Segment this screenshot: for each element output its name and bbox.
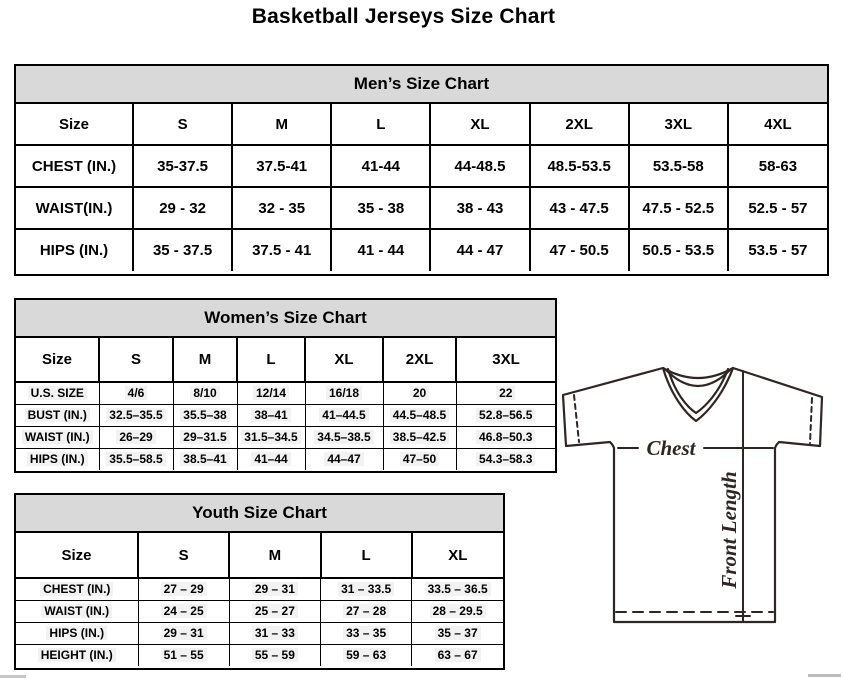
measurement-value-cell-text: 22	[496, 386, 515, 400]
size-column-header	[99, 338, 173, 382]
size-column-header	[430, 104, 529, 145]
measurement-value-cell	[321, 578, 412, 600]
size-column-header	[321, 533, 412, 578]
size-column-header	[232, 104, 331, 145]
womens-size-table-header	[16, 300, 555, 338]
measurement-value-cell	[229, 622, 320, 644]
measurement-value-cell-text: 28 – 29.5	[430, 604, 486, 618]
measurement-value-cell-text: 50.5 - 53.5	[642, 242, 715, 259]
size-column-header-text: S	[178, 546, 189, 564]
measurement-value-cell	[383, 448, 456, 470]
measurement-value-cell-text: 29 – 31	[252, 582, 298, 596]
measurement-row	[16, 229, 827, 271]
measurement-row-label-text: U.S. SIZE	[28, 386, 87, 400]
measurement-row-label-text: WAIST (IN.)	[41, 604, 112, 618]
jersey-diagram	[553, 355, 843, 647]
measurement-row	[16, 404, 555, 426]
size-label-cell	[16, 104, 133, 145]
measurement-value-cell	[430, 145, 529, 187]
size-column-header-text: M	[275, 115, 288, 133]
measurement-value-cell-text: 29–31.5	[180, 430, 229, 444]
measurement-value-cell	[321, 644, 412, 666]
size-column-header-text: L	[361, 546, 371, 564]
front-length-measure-label: Front Length	[717, 471, 741, 589]
measurement-row	[16, 187, 827, 229]
measurement-value-cell-text: 48.5-53.5	[547, 157, 611, 175]
measurement-row	[16, 578, 503, 600]
size-column-header	[728, 104, 827, 145]
measurement-row	[16, 644, 503, 666]
measurement-value-cell	[133, 145, 232, 187]
measurement-value-cell	[305, 382, 383, 404]
measurement-value-cell	[321, 622, 412, 644]
measurement-value-cell-text: 37.5 - 41	[252, 242, 312, 259]
measurement-row-label-text: CHEST (IN.)	[31, 157, 117, 175]
measurement-row-label	[16, 145, 133, 187]
measurement-value-cell	[629, 187, 728, 229]
size-column-header-text: 3XL	[664, 115, 693, 133]
measurement-value-cell	[133, 187, 232, 229]
measurement-value-cell	[133, 229, 232, 271]
measurement-value-cell-text: 16/18	[326, 386, 362, 400]
measurement-row-label	[16, 448, 99, 470]
measurement-value-cell	[456, 404, 555, 426]
measurement-value-cell-text: 35-37.5	[157, 157, 208, 175]
measurement-value-cell	[173, 426, 237, 448]
youth-size-table-header	[16, 495, 503, 533]
size-column-header-text: S	[130, 351, 141, 368]
measurement-value-cell	[530, 145, 629, 187]
measurement-row-label	[16, 600, 138, 622]
measurement-row-label	[16, 622, 138, 644]
measurement-value-cell-text: 34.5–38.5	[314, 430, 373, 444]
measurement-value-cell-text: 51 – 55	[161, 648, 207, 662]
measurement-value-cell	[629, 145, 728, 187]
measurement-value-cell	[331, 187, 430, 229]
measurement-value-cell-text: 8/10	[190, 386, 219, 400]
measurement-row-label	[16, 382, 99, 404]
measurement-value-cell-text: 29 – 31	[161, 626, 207, 640]
size-column-header-text: M	[268, 546, 282, 564]
measurement-value-cell-text: 38 - 43	[456, 199, 504, 217]
measurement-value-cell	[99, 426, 173, 448]
youth-size-table	[14, 493, 505, 670]
size-column-header	[173, 338, 237, 382]
measurement-row-label-text: HIPS (IN.)	[39, 242, 109, 259]
size-column-header	[305, 338, 383, 382]
size-column-header-text: XL	[448, 546, 468, 564]
measurement-value-cell-text: 58-63	[758, 157, 798, 175]
measurement-row-label	[16, 187, 133, 229]
measurement-value-cell-text: 35 - 38	[357, 199, 405, 217]
size-label-cell-text: Size	[58, 115, 89, 133]
measurement-row	[16, 382, 555, 404]
measurement-value-cell	[530, 229, 629, 271]
measurement-value-cell	[173, 382, 237, 404]
measurement-row-label	[16, 229, 133, 271]
measurement-value-cell	[430, 229, 529, 271]
measurement-value-cell	[138, 600, 229, 622]
measurement-value-cell	[456, 448, 555, 470]
horizontal-scrollbar-fragment-right[interactable]	[808, 674, 841, 677]
youth-size-table-title: Youth Size Chart	[192, 503, 327, 522]
measurement-value-cell-text: 35 - 37.5	[152, 242, 213, 259]
jersey-outline	[563, 368, 822, 622]
measurement-value-cell-text: 44-48.5	[454, 157, 506, 175]
size-column-header-text: 2XL	[405, 351, 434, 368]
measurement-value-cell	[331, 145, 430, 187]
page-title: Basketball Jerseys Size Chart	[251, 5, 556, 28]
right-sleeve-cuff-dashes	[810, 398, 812, 443]
measurement-value-cell-text: 20	[410, 386, 429, 400]
measurement-value-cell	[237, 404, 305, 426]
measurement-value-cell-text: 27 – 28	[343, 604, 389, 618]
size-header-row	[16, 533, 503, 578]
measurement-value-cell	[412, 622, 503, 644]
measurement-value-cell	[229, 600, 320, 622]
size-header-row	[16, 338, 555, 382]
measurement-value-cell-text: 4/6	[125, 386, 148, 400]
measurement-value-cell-text: 44 - 47	[456, 242, 504, 259]
measurement-value-cell-text: 52.5 - 57	[748, 199, 808, 217]
measurement-value-cell	[99, 448, 173, 470]
measurement-value-cell	[383, 426, 456, 448]
mens-size-grid	[16, 104, 827, 271]
measurement-value-cell-text: 52.8–56.5	[476, 408, 535, 422]
measurement-value-cell-text: 32 - 35	[258, 199, 306, 217]
measurement-value-cell	[99, 404, 173, 426]
measurement-row	[16, 622, 503, 644]
mens-size-table-title: Men’s Size Chart	[353, 74, 490, 93]
size-column-header	[412, 533, 503, 578]
measurement-value-cell	[728, 145, 827, 187]
womens-size-table-title: Women’s Size Chart	[204, 308, 367, 327]
measurement-value-cell	[99, 382, 173, 404]
measurement-row	[16, 600, 503, 622]
size-column-header	[237, 338, 305, 382]
measurement-value-cell	[629, 229, 728, 271]
measurement-value-cell-text: 38.5–42.5	[390, 430, 449, 444]
size-column-header-text: M	[198, 351, 212, 368]
measurement-value-cell-text: 63 – 67	[435, 648, 481, 662]
size-column-header-text: 4XL	[764, 115, 792, 133]
measurement-value-cell	[138, 622, 229, 644]
size-column-header	[138, 533, 229, 578]
measurement-value-cell	[305, 426, 383, 448]
measurement-value-cell	[383, 404, 456, 426]
size-column-header-text: S	[177, 115, 188, 133]
measurement-value-cell	[412, 644, 503, 666]
measurement-value-cell	[530, 187, 629, 229]
measurement-value-cell	[237, 448, 305, 470]
measurement-value-cell-text: 33.5 – 36.5	[425, 582, 491, 596]
measurement-row	[16, 448, 555, 470]
measurement-value-cell	[728, 229, 827, 271]
size-column-header-text: 2XL	[565, 115, 593, 133]
size-label-cell-text: Size	[61, 546, 92, 564]
measurement-value-cell-text: 24 – 25	[161, 604, 207, 618]
measurement-value-cell	[305, 448, 383, 470]
size-label-cell-text: Size	[41, 351, 72, 368]
size-column-header	[629, 104, 728, 145]
size-column-header-text: 3XL	[492, 351, 520, 368]
mens-size-table-header	[16, 66, 827, 104]
measurement-row-label-text: WAIST (IN.)	[22, 430, 93, 444]
measurement-value-cell-text: 12/14	[253, 386, 289, 400]
measurement-value-cell	[173, 448, 237, 470]
measurement-value-cell-text: 33 – 35	[343, 626, 389, 640]
left-sleeve-cuff-dashes	[574, 395, 579, 442]
size-header-row	[16, 104, 827, 145]
measurement-value-cell	[456, 426, 555, 448]
measurement-value-cell	[412, 600, 503, 622]
size-column-header-text: XL	[334, 351, 354, 368]
measurement-value-cell-text: 37.5-41	[256, 157, 308, 175]
measurement-value-cell-text: 47.5 - 52.5	[642, 199, 715, 217]
measurement-value-cell-text: 46.8–50.3	[476, 430, 535, 444]
measurement-value-cell	[229, 578, 320, 600]
measurement-value-cell	[331, 229, 430, 271]
size-label-cell	[16, 338, 99, 382]
measurement-value-cell	[383, 382, 456, 404]
measurement-value-cell-text: 38.5–41	[180, 452, 229, 466]
measurement-value-cell-text: 53.5 - 57	[748, 242, 808, 259]
measurement-value-cell-text: 26–29	[116, 430, 155, 444]
measurement-value-cell-text: 41-44	[361, 157, 401, 175]
measurement-value-cell	[138, 644, 229, 666]
measurement-value-cell-text: 41–44.5	[319, 408, 368, 422]
womens-size-grid	[16, 338, 555, 470]
measurement-value-cell-text: 41 - 44	[357, 242, 405, 259]
measurement-value-cell-text: 59 – 63	[343, 648, 389, 662]
measurement-row-label-text: CHEST (IN.)	[40, 582, 113, 596]
jersey-illustration	[553, 355, 843, 647]
measurement-value-cell-text: 31 – 33	[252, 626, 298, 640]
size-column-header	[383, 338, 456, 382]
womens-size-table	[14, 298, 557, 473]
measurement-value-cell	[305, 404, 383, 426]
youth-size-grid	[16, 533, 503, 666]
measurement-row	[16, 145, 827, 187]
mens-size-table	[14, 64, 829, 276]
size-column-header-text: L	[266, 351, 276, 368]
measurement-value-cell-text: 47–50	[400, 452, 439, 466]
measurement-value-cell	[728, 187, 827, 229]
measurement-row-label-text: HEIGHT (IN.)	[38, 648, 116, 662]
measurement-value-cell-text: 31.5–34.5	[241, 430, 300, 444]
measurement-value-cell	[456, 382, 555, 404]
measurement-row	[16, 426, 555, 448]
measurement-row-label	[16, 404, 99, 426]
measurement-value-cell-text: 47 - 50.5	[549, 242, 609, 259]
measurement-value-cell-text: 44.5–48.5	[390, 408, 449, 422]
measurement-value-cell-text: 43 - 47.5	[549, 199, 609, 217]
measurement-value-cell	[430, 187, 529, 229]
measurement-value-cell	[237, 426, 305, 448]
measurement-value-cell-text: 35.5–58.5	[106, 452, 165, 466]
jersey-vneck-inner	[668, 369, 728, 413]
measurement-value-cell-text: 25 – 27	[252, 604, 298, 618]
measurement-row-label-text: BUST (IN.)	[25, 408, 90, 422]
measurement-value-cell-text: 35 – 37	[435, 626, 481, 640]
size-column-header	[229, 533, 320, 578]
measurement-row-label	[16, 578, 138, 600]
measurement-value-cell	[321, 600, 412, 622]
size-column-header	[331, 104, 430, 145]
size-column-header	[530, 104, 629, 145]
size-column-header	[456, 338, 555, 382]
measurement-row-label-text: WAIST(IN.)	[35, 199, 113, 217]
size-column-header-text: XL	[470, 115, 490, 133]
measurement-value-cell-text: 32.5–35.5	[106, 408, 165, 422]
measurement-value-cell	[229, 644, 320, 666]
measurement-value-cell-text: 44–47	[324, 452, 363, 466]
measurement-value-cell-text: 27 – 29	[161, 582, 207, 596]
measurement-value-cell	[138, 578, 229, 600]
measurement-value-cell	[412, 578, 503, 600]
measurement-value-cell-text: 38–41	[251, 408, 290, 422]
horizontal-scrollbar-fragment-left[interactable]	[0, 675, 26, 678]
measurement-value-cell-text: 31 – 33.5	[338, 582, 394, 596]
size-column-header-text: L	[376, 115, 386, 133]
measurement-value-cell	[232, 145, 331, 187]
measurement-row-label	[16, 426, 99, 448]
measurement-value-cell-text: 54.3–58.3	[476, 452, 535, 466]
size-label-cell	[16, 533, 138, 578]
measurement-value-cell-text: 53.5-58	[652, 157, 704, 175]
chest-measure-label: Chest	[646, 436, 696, 460]
measurement-value-cell-text: 41–44	[251, 452, 290, 466]
measurement-value-cell	[232, 229, 331, 271]
measurement-row-label	[16, 644, 138, 666]
measurement-value-cell	[232, 187, 331, 229]
size-column-header	[133, 104, 232, 145]
measurement-value-cell-text: 35.5–38	[180, 408, 229, 422]
measurement-value-cell-text: 55 – 59	[252, 648, 298, 662]
measurement-value-cell	[237, 382, 305, 404]
measurement-value-cell-text: 29 - 32	[159, 199, 206, 217]
measurement-row-label-text: HIPS (IN.)	[27, 452, 88, 466]
measurement-value-cell	[173, 404, 237, 426]
measurement-row-label-text: HIPS (IN.)	[46, 626, 107, 640]
